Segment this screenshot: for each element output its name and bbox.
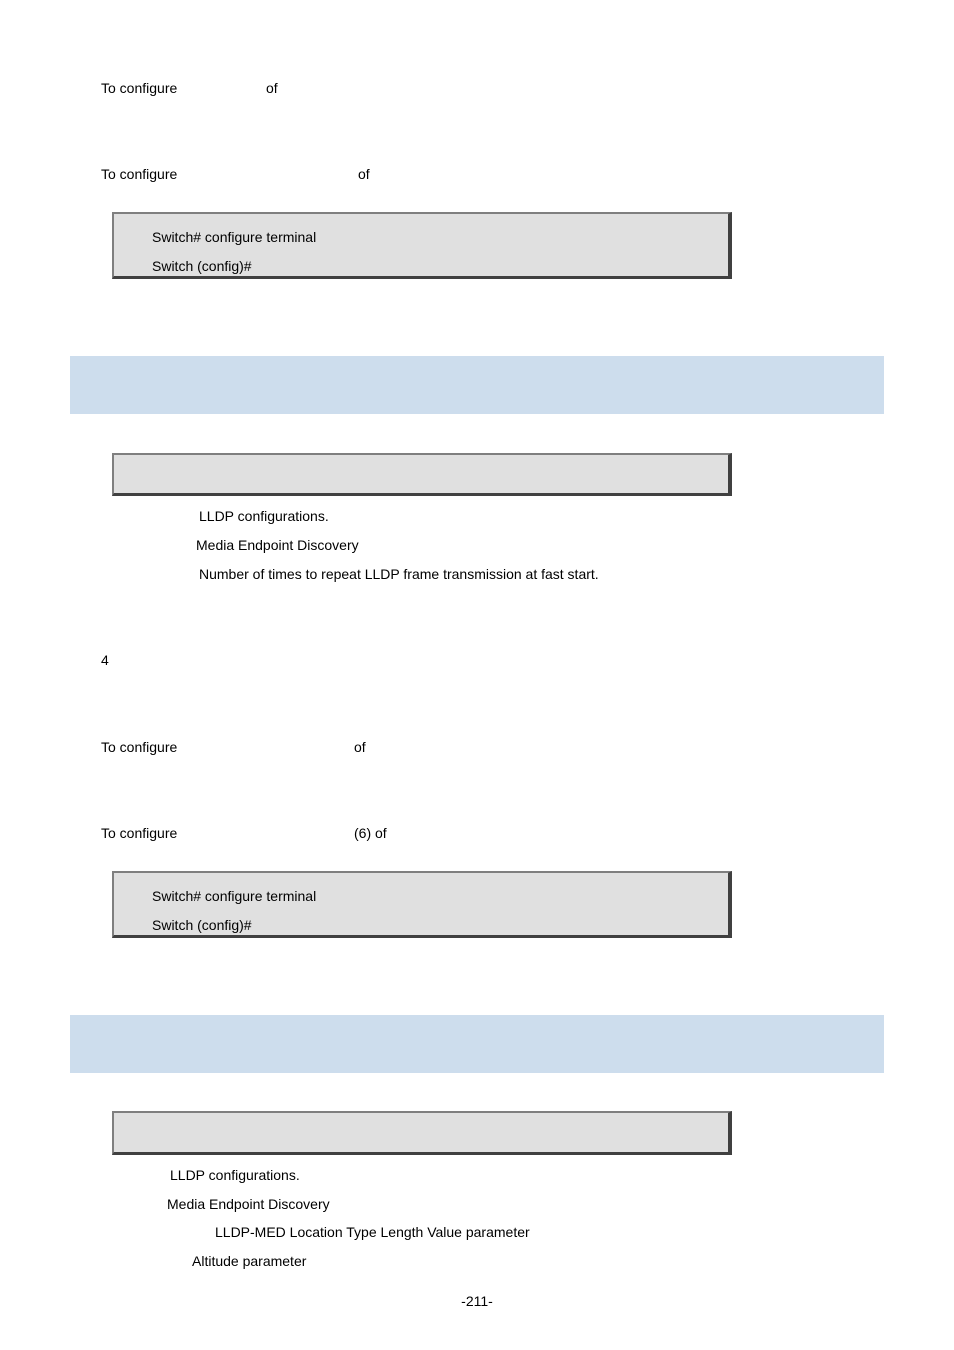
parameter-description: Altitude parameter	[192, 1253, 307, 1269]
example-intro-lead: To configure	[101, 166, 178, 182]
code-line: Switch# configure terminal	[152, 888, 317, 904]
example-intro-tail: (6) of	[354, 825, 387, 841]
code-line: Switch (config)#	[152, 917, 252, 933]
example-intro-lead: To configure	[101, 825, 178, 841]
page-number: -211-	[461, 1293, 493, 1309]
section-heading-band	[70, 1015, 884, 1073]
code-line: Switch (config)#	[152, 258, 252, 274]
parameter-description: LLDP-MED Location Type Length Value parameter	[215, 1224, 530, 1240]
code-example-box	[112, 871, 732, 938]
section-heading-band	[70, 356, 884, 414]
example-intro-tail: of	[354, 739, 366, 755]
example-intro-lead: To configure	[101, 80, 178, 96]
parameter-description: LLDP configurations.	[170, 1167, 300, 1183]
parameter-description: Number of times to repeat LLDP frame transmission at fast start.	[199, 566, 599, 582]
example-intro-lead: To configure	[101, 739, 178, 755]
code-example-box	[112, 212, 732, 279]
parameter-description: Media Endpoint Discovery	[167, 1196, 330, 1212]
parameter-description: LLDP configurations.	[199, 508, 329, 524]
default-value: 4	[101, 652, 109, 668]
code-line: Switch# configure terminal	[152, 229, 317, 245]
command-syntax-box	[112, 453, 732, 496]
example-intro-tail: of	[266, 80, 278, 96]
parameter-description: Media Endpoint Discovery	[196, 537, 359, 553]
command-syntax-box	[112, 1111, 732, 1155]
example-intro-tail: of	[358, 166, 370, 182]
